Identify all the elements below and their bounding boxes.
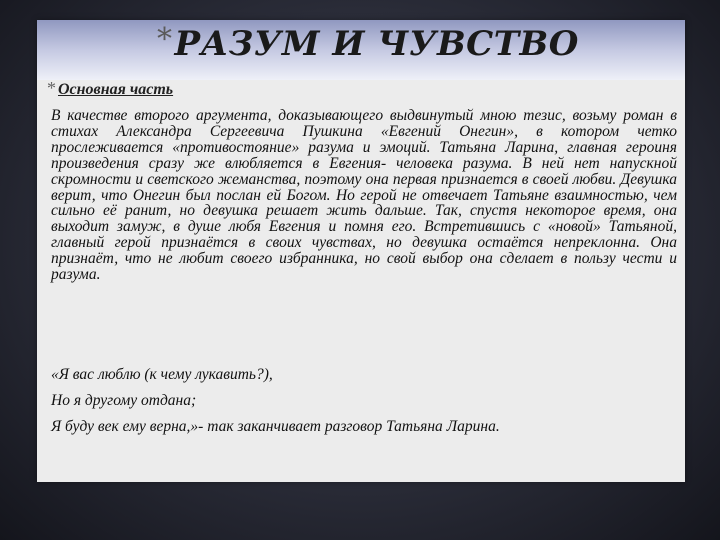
quote-line: «Я вас люблю (к чему лукавить?), — [51, 366, 273, 383]
section-heading — [47, 78, 173, 99]
section-bullet-asterisk: * — [47, 78, 56, 98]
title-bullet-asterisk: * — [157, 22, 173, 57]
quote-line: Но я другому отдана; — [51, 392, 197, 409]
slide-title — [157, 24, 657, 64]
body-paragraph: В качестве второго аргумента, доказывающего выдвинутый мною тезис, возьму роман в стихах Александра Сергеевича Пушкина «Евгений Онегин», в котором четко прослеживается «противостояние» разума и эмоций. Татьяна Ларина, главная героиня произведения сразу же влюбляется в Евгения- человека разума. В ней нет напускной скромности и светского жеманства, поэтому она первая признается в своей любви. Девушка верит, что Онегин был послан ей Богом. Но герой не отвечает Татьяне взаимностью, чем сильно её ранит, но девушка решает жить дальше. Так, спустя некоторое время, она выходит замуж, в душе любя Евгения и помня его. Встретившись с «новой» Татьяной, главный герой признаётся в своих чувствах, но девушка остаётся непреклонна. Она признаёт, что не любит своего избранника, но свой выбор она сделает в пользу чести и разума. — [51, 107, 677, 284]
slide-card — [37, 20, 685, 482]
quote-line: Я буду век ему верна,»- так заканчивает разговор Татьяна Ларина. — [51, 418, 500, 435]
slide-title-text: РАЗУМ И ЧУВСТВО — [174, 24, 579, 64]
section-heading-label: Основная часть — [58, 81, 174, 98]
